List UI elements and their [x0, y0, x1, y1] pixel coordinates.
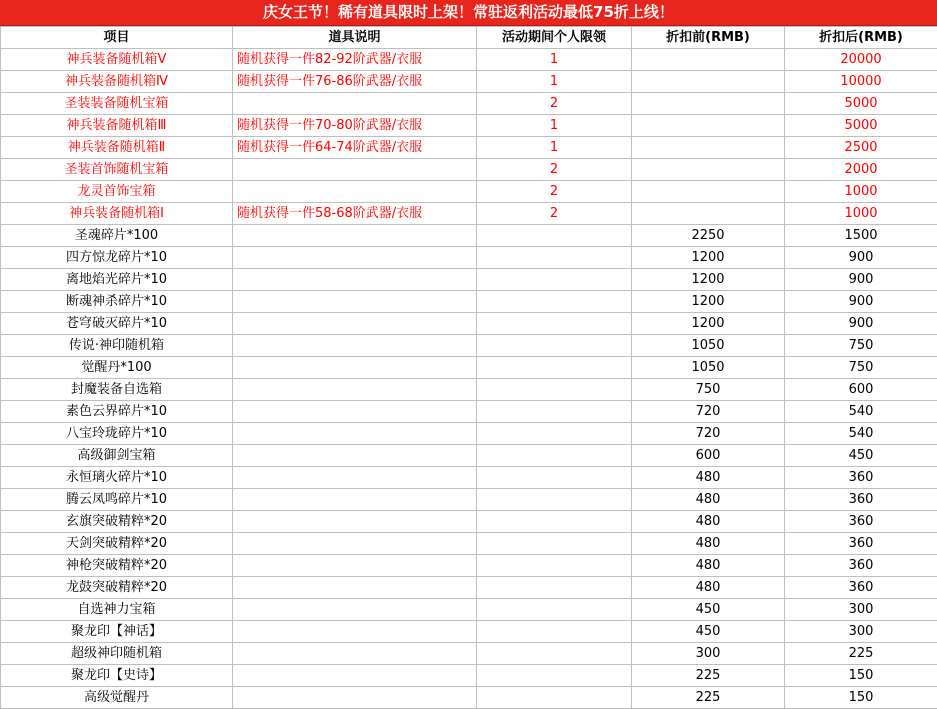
- column-header-limit: 活动期间个人限领: [477, 27, 632, 49]
- table-row: [1, 313, 937, 335]
- cell-price-after: 225: [785, 643, 937, 665]
- cell-price-after: 2500: [785, 137, 937, 159]
- cell-item: 腾云凤鸣碎片*10: [1, 489, 233, 511]
- cell-limit: 2: [477, 203, 632, 225]
- cell-limit: 1: [477, 71, 632, 93]
- table-row: [1, 335, 937, 357]
- cell-price-before: 450: [632, 621, 785, 643]
- table-row: [1, 203, 937, 225]
- column-header-price-before: 折扣前(RMB): [632, 27, 785, 49]
- table-row: [1, 577, 937, 599]
- cell-price-before: 720: [632, 401, 785, 423]
- cell-item: 神兵装备随机箱Ⅴ: [1, 49, 233, 71]
- cell-limit: [477, 643, 632, 665]
- table-row: [1, 247, 937, 269]
- table-row: [1, 533, 937, 555]
- column-header-description: 道具说明: [233, 27, 477, 49]
- cell-price-before: 720: [632, 423, 785, 445]
- cell-price-after: 750: [785, 335, 937, 357]
- table-row: [1, 181, 937, 203]
- cell-price-after: 10000: [785, 71, 937, 93]
- cell-price-before: [632, 181, 785, 203]
- table-row: [1, 71, 937, 93]
- cell-price-before: 480: [632, 555, 785, 577]
- cell-limit: [477, 313, 632, 335]
- cell-item: 四方惊龙碎片*10: [1, 247, 233, 269]
- table-row: [1, 687, 937, 709]
- table-row: [1, 467, 937, 489]
- cell-price-after: 20000: [785, 49, 937, 71]
- cell-price-before: 480: [632, 467, 785, 489]
- cell-price-after: 360: [785, 489, 937, 511]
- cell-description: [233, 599, 477, 621]
- cell-price-after: 360: [785, 555, 937, 577]
- cell-limit: [477, 533, 632, 555]
- cell-item: 素色云界碎片*10: [1, 401, 233, 423]
- table-row: [1, 511, 937, 533]
- cell-item: 超级神印随机箱: [1, 643, 233, 665]
- cell-price-before: [632, 137, 785, 159]
- cell-price-before: 2250: [632, 225, 785, 247]
- cell-price-after: 300: [785, 599, 937, 621]
- cell-description: [233, 687, 477, 709]
- cell-limit: 1: [477, 115, 632, 137]
- cell-limit: [477, 335, 632, 357]
- cell-price-after: 540: [785, 423, 937, 445]
- table-row: [1, 665, 937, 687]
- cell-price-before: 1200: [632, 269, 785, 291]
- cell-description: 随机获得一件82-92阶武器/衣服: [233, 49, 477, 71]
- cell-price-after: 5000: [785, 115, 937, 137]
- cell-description: [233, 269, 477, 291]
- cell-description: 随机获得一件70-80阶武器/衣服: [233, 115, 477, 137]
- table-row: [1, 291, 937, 313]
- cell-price-after: 150: [785, 687, 937, 709]
- cell-price-before: [632, 71, 785, 93]
- cell-price-before: 480: [632, 577, 785, 599]
- cell-limit: [477, 225, 632, 247]
- cell-description: [233, 577, 477, 599]
- cell-price-after: 360: [785, 467, 937, 489]
- table-row: [1, 643, 937, 665]
- cell-price-after: 1000: [785, 203, 937, 225]
- table-row: [1, 489, 937, 511]
- cell-price-after: 1500: [785, 225, 937, 247]
- cell-limit: [477, 247, 632, 269]
- cell-description: [233, 335, 477, 357]
- cell-description: [233, 181, 477, 203]
- cell-item: 聚龙印【史诗】: [1, 665, 233, 687]
- cell-price-after: 900: [785, 247, 937, 269]
- cell-price-before: [632, 115, 785, 137]
- cell-price-before: 480: [632, 511, 785, 533]
- cell-limit: [477, 357, 632, 379]
- table-row: [1, 115, 937, 137]
- cell-item: 圣装装备随机宝箱: [1, 93, 233, 115]
- table-row: [1, 357, 937, 379]
- cell-item: 离地焰光碎片*10: [1, 269, 233, 291]
- cell-item: 神兵装备随机箱Ⅱ: [1, 137, 233, 159]
- cell-item: 高级御剑宝箱: [1, 445, 233, 467]
- cell-item: 封魔装备自选箱: [1, 379, 233, 401]
- cell-price-after: 150: [785, 665, 937, 687]
- cell-price-after: 360: [785, 533, 937, 555]
- cell-price-after: 600: [785, 379, 937, 401]
- cell-price-after: 900: [785, 313, 937, 335]
- cell-price-after: 900: [785, 291, 937, 313]
- cell-description: [233, 533, 477, 555]
- cell-limit: [477, 555, 632, 577]
- cell-item: 永恒璃火碎片*10: [1, 467, 233, 489]
- cell-limit: [477, 687, 632, 709]
- cell-limit: [477, 577, 632, 599]
- header-row: [1, 27, 937, 49]
- table-row: [1, 555, 937, 577]
- cell-item: 圣装首饰随机宝箱: [1, 159, 233, 181]
- cell-price-before: 480: [632, 533, 785, 555]
- cell-item: 断魂神杀碎片*10: [1, 291, 233, 313]
- cell-item: 龙灵首饰宝箱: [1, 181, 233, 203]
- cell-description: [233, 401, 477, 423]
- cell-price-before: 1200: [632, 247, 785, 269]
- cell-description: [233, 379, 477, 401]
- cell-limit: [477, 489, 632, 511]
- table-row: [1, 269, 937, 291]
- cell-item: 天剑突破精粹*20: [1, 533, 233, 555]
- cell-price-after: 360: [785, 511, 937, 533]
- cell-price-before: [632, 49, 785, 71]
- cell-description: [233, 445, 477, 467]
- cell-price-after: 450: [785, 445, 937, 467]
- cell-limit: [477, 599, 632, 621]
- cell-item: 龙鼓突破精粹*20: [1, 577, 233, 599]
- cell-price-before: 1200: [632, 313, 785, 335]
- cell-limit: [477, 423, 632, 445]
- table-row: [1, 379, 937, 401]
- table-row: [1, 159, 937, 181]
- cell-limit: 1: [477, 137, 632, 159]
- table-row: [1, 49, 937, 71]
- cell-description: [233, 247, 477, 269]
- cell-limit: [477, 269, 632, 291]
- table-row: [1, 93, 937, 115]
- cell-item: 神兵装备随机箱Ⅳ: [1, 71, 233, 93]
- cell-item: 高级觉醒丹: [1, 687, 233, 709]
- banner-title: 庆女王节！稀有道具限时上架！常驻返利活动最低75折上线！: [0, 0, 937, 26]
- cell-description: [233, 555, 477, 577]
- cell-description: [233, 665, 477, 687]
- cell-price-after: 1000: [785, 181, 937, 203]
- cell-item: 神兵装备随机箱Ⅰ: [1, 203, 233, 225]
- cell-description: [233, 225, 477, 247]
- cell-price-before: [632, 93, 785, 115]
- cell-price-before: 1050: [632, 335, 785, 357]
- cell-limit: 2: [477, 93, 632, 115]
- cell-price-before: 225: [632, 665, 785, 687]
- cell-limit: [477, 511, 632, 533]
- cell-limit: 2: [477, 181, 632, 203]
- cell-price-before: 480: [632, 489, 785, 511]
- table-row: [1, 225, 937, 247]
- cell-description: 随机获得一件76-86阶武器/衣服: [233, 71, 477, 93]
- cell-item: 苍穹破灭碎片*10: [1, 313, 233, 335]
- cell-price-before: 1200: [632, 291, 785, 313]
- table-row: [1, 599, 937, 621]
- cell-description: [233, 159, 477, 181]
- column-header-item: 项目: [1, 27, 233, 49]
- cell-item: 觉醒丹*100: [1, 357, 233, 379]
- cell-price-before: 750: [632, 379, 785, 401]
- cell-price-before: 1050: [632, 357, 785, 379]
- cell-item: 神兵装备随机箱Ⅲ: [1, 115, 233, 137]
- cell-limit: 2: [477, 159, 632, 181]
- cell-item: 神枪突破精粹*20: [1, 555, 233, 577]
- cell-price-before: 300: [632, 643, 785, 665]
- cell-price-after: 360: [785, 577, 937, 599]
- cell-price-before: 600: [632, 445, 785, 467]
- column-header-price-after: 折扣后(RMB): [785, 27, 937, 49]
- cell-item: 聚龙印【神话】: [1, 621, 233, 643]
- cell-description: [233, 621, 477, 643]
- cell-limit: 1: [477, 49, 632, 71]
- table-row: [1, 445, 937, 467]
- cell-item: 八宝玲珑碎片*10: [1, 423, 233, 445]
- cell-price-after: 300: [785, 621, 937, 643]
- cell-price-before: 450: [632, 599, 785, 621]
- cell-limit: [477, 379, 632, 401]
- cell-limit: [477, 291, 632, 313]
- table-row: [1, 621, 937, 643]
- cell-item: 自选神力宝箱: [1, 599, 233, 621]
- cell-price-before: [632, 203, 785, 225]
- table-row: [1, 423, 937, 445]
- cell-limit: [477, 401, 632, 423]
- cell-description: [233, 423, 477, 445]
- cell-limit: [477, 665, 632, 687]
- cell-limit: [477, 621, 632, 643]
- table-row: [1, 137, 937, 159]
- cell-description: 随机获得一件64-74阶武器/衣服: [233, 137, 477, 159]
- cell-description: [233, 313, 477, 335]
- cell-description: [233, 291, 477, 313]
- cell-price-after: 2000: [785, 159, 937, 181]
- cell-item: 玄旗突破精粹*20: [1, 511, 233, 533]
- cell-price-after: 750: [785, 357, 937, 379]
- cell-description: 随机获得一件58-68阶武器/衣服: [233, 203, 477, 225]
- cell-price-after: 900: [785, 269, 937, 291]
- cell-description: [233, 489, 477, 511]
- cell-description: [233, 357, 477, 379]
- cell-item: 传说·神印随机箱: [1, 335, 233, 357]
- table-row: [1, 401, 937, 423]
- cell-description: [233, 467, 477, 489]
- cell-limit: [477, 467, 632, 489]
- cell-description: [233, 643, 477, 665]
- cell-price-before: 225: [632, 687, 785, 709]
- table-body: [1, 49, 937, 709]
- cell-item: 圣魂碎片*100: [1, 225, 233, 247]
- cell-description: [233, 93, 477, 115]
- cell-price-after: 5000: [785, 93, 937, 115]
- cell-description: [233, 511, 477, 533]
- price-table: [0, 26, 937, 709]
- cell-price-after: 540: [785, 401, 937, 423]
- cell-limit: [477, 445, 632, 467]
- cell-price-before: [632, 159, 785, 181]
